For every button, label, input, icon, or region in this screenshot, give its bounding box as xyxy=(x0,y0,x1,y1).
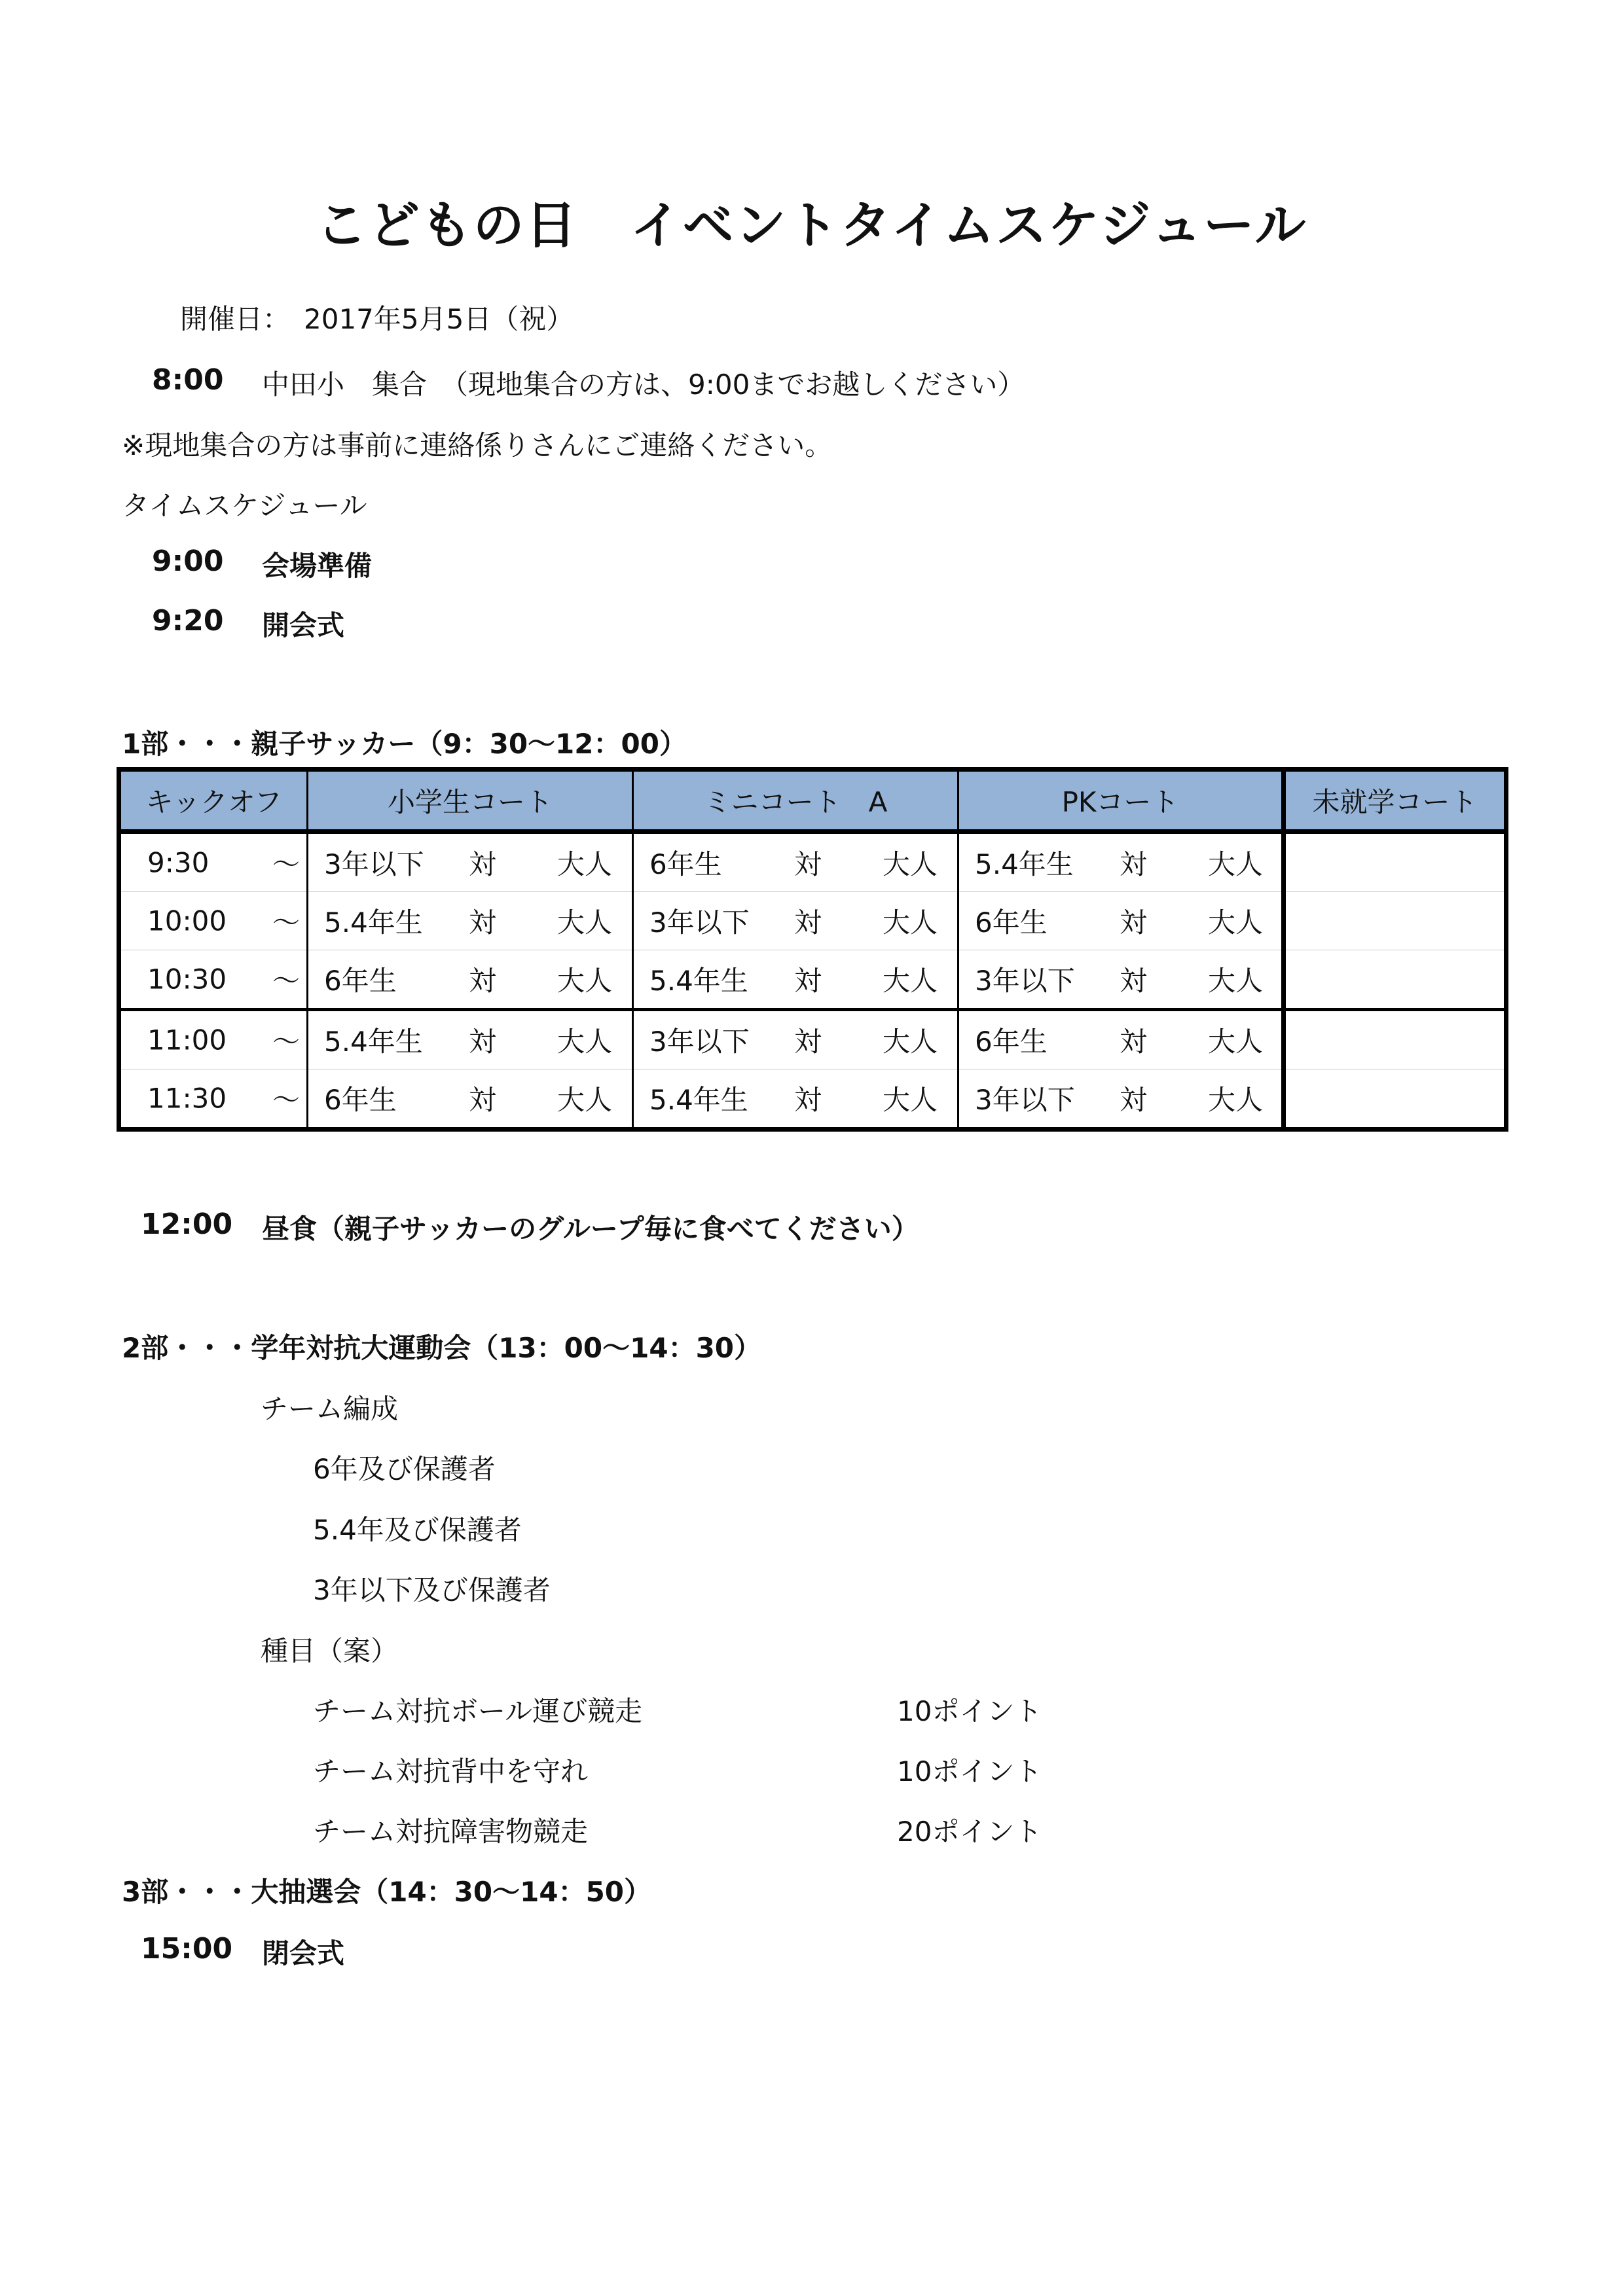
team: 6年生 xyxy=(975,1026,1048,1058)
tilde: ～ xyxy=(272,1026,300,1058)
match-cell xyxy=(958,950,1284,1010)
tilde: ～ xyxy=(272,965,300,997)
tilde: ～ xyxy=(272,848,300,880)
lunch-text: 昼食（親子サッカーのグループ毎に食べてください） xyxy=(262,1213,919,1245)
event-points: 20ポイント xyxy=(897,1816,1042,1848)
part3-heading: 3部・・・大抽選会（14：30～14：50） xyxy=(122,1876,652,1908)
kickoff-time: 9:30 xyxy=(147,846,210,879)
versus: 対 xyxy=(794,848,822,880)
preschool-cell xyxy=(1284,892,1506,950)
match-cell xyxy=(958,1069,1284,1130)
kickoff-cell xyxy=(119,832,308,892)
preschool-cell xyxy=(1284,1010,1506,1069)
match-cell xyxy=(958,1010,1284,1069)
team-item: 5.4年及び保護者 xyxy=(313,1514,522,1546)
match-cell xyxy=(633,832,958,892)
team-item: 6年及び保護者 xyxy=(313,1453,496,1485)
events-label: 種目（案） xyxy=(261,1635,399,1667)
team: 6年生 xyxy=(324,965,397,997)
table-row xyxy=(119,1010,1506,1069)
event-date: 開催日： 2017年5月5日（祝） xyxy=(180,303,574,335)
match-cell xyxy=(633,1010,958,1069)
opponent: 大人 xyxy=(1208,1084,1264,1116)
team: 3年以下 xyxy=(649,1026,750,1058)
opponent: 大人 xyxy=(1208,965,1264,997)
gather-time: 8:00 xyxy=(152,363,224,397)
opponent: 大人 xyxy=(557,965,613,997)
kickoff-cell xyxy=(119,1010,308,1069)
kickoff-time: 11:30 xyxy=(147,1082,227,1115)
tilde: ～ xyxy=(272,906,300,939)
opponent: 大人 xyxy=(1208,906,1264,939)
versus: 対 xyxy=(1120,848,1148,880)
prep-text: 会場準備 xyxy=(262,550,373,582)
versus: 対 xyxy=(1120,1026,1148,1058)
versus: 対 xyxy=(469,848,497,880)
event-points: 10ポイント xyxy=(897,1755,1042,1787)
opponent: 大人 xyxy=(883,965,938,997)
teams-label: チーム編成 xyxy=(261,1393,399,1425)
team: 3年以下 xyxy=(975,965,1075,997)
event-name: チーム対抗背中を守れ xyxy=(313,1755,589,1787)
match-cell xyxy=(958,832,1284,892)
match-cell xyxy=(633,950,958,1010)
team: 5.4年生 xyxy=(975,848,1074,880)
versus: 対 xyxy=(1120,965,1148,997)
preschool-cell xyxy=(1284,1069,1506,1130)
opponent: 大人 xyxy=(883,848,938,880)
team: 6年生 xyxy=(324,1084,397,1116)
opponent: 大人 xyxy=(557,1026,613,1058)
opponent: 大人 xyxy=(1208,1026,1264,1058)
versus: 対 xyxy=(794,906,822,939)
table-row xyxy=(119,950,1506,1010)
match-cell xyxy=(308,1010,633,1069)
tilde: ～ xyxy=(272,1084,300,1116)
team: 3年以下 xyxy=(975,1084,1075,1116)
opening-text: 開会式 xyxy=(262,609,345,641)
closing-text: 閉会式 xyxy=(262,1937,345,1969)
opponent: 大人 xyxy=(883,1084,938,1116)
part1-heading: 1部・・・親子サッカー（9：30～12：00） xyxy=(122,728,687,760)
kickoff-time: 10:30 xyxy=(147,963,227,996)
kickoff-cell xyxy=(119,892,308,950)
preschool-cell xyxy=(1284,832,1506,892)
versus: 対 xyxy=(469,1026,497,1058)
opponent: 大人 xyxy=(557,906,613,939)
team: 5.4年生 xyxy=(324,1026,423,1058)
contact-note: ※現地集合の方は事前に連絡係りさんにご連絡ください。 xyxy=(122,429,833,461)
team: 5.4年生 xyxy=(649,1084,748,1116)
soccer-schedule-table xyxy=(117,767,1508,1132)
opening-time: 9:20 xyxy=(152,604,224,637)
gather-text: 中田小 集合 （現地集合の方は、9:00までお越しください） xyxy=(262,368,1025,401)
lunch-time: 12:00 xyxy=(141,1208,233,1241)
opponent: 大人 xyxy=(883,906,938,939)
part2-heading: 2部・・・学年対抗大運動会（13：00～14：30） xyxy=(122,1332,762,1364)
match-cell xyxy=(633,1069,958,1130)
kickoff-time: 11:00 xyxy=(147,1024,227,1056)
table-row xyxy=(119,832,1506,892)
match-cell xyxy=(308,832,633,892)
page-title: こどもの日 イベントタイムスケジュール xyxy=(316,196,1307,255)
prep-time: 9:00 xyxy=(152,545,224,578)
table-header-row xyxy=(119,770,1506,832)
event-name: チーム対抗障害物競走 xyxy=(313,1816,589,1848)
versus: 対 xyxy=(469,906,497,939)
opponent: 大人 xyxy=(557,848,613,880)
match-cell xyxy=(958,892,1284,950)
header-mini-court-a: ミニコート A xyxy=(633,770,958,832)
header-pk-court: PKコート xyxy=(958,770,1284,832)
header-elementary-court: 小学生コート xyxy=(308,770,633,832)
match-cell xyxy=(633,892,958,950)
table-row xyxy=(119,892,1506,950)
versus: 対 xyxy=(469,1084,497,1116)
team: 6年生 xyxy=(649,848,722,880)
event-points: 10ポイント xyxy=(897,1695,1042,1727)
kickoff-cell xyxy=(119,950,308,1010)
versus: 対 xyxy=(794,1084,822,1116)
match-cell xyxy=(308,892,633,950)
team-item: 3年以下及び保護者 xyxy=(313,1574,551,1606)
header-kickoff: キックオフ xyxy=(119,770,308,832)
versus: 対 xyxy=(794,1026,822,1058)
header-preschool-court: 未就学コート xyxy=(1284,770,1506,832)
schedule-heading: タイムスケジュール xyxy=(122,490,367,522)
event-name: チーム対抗ボール運び競走 xyxy=(313,1695,643,1727)
opponent: 大人 xyxy=(883,1026,938,1058)
team: 5.4年生 xyxy=(649,965,748,997)
opponent: 大人 xyxy=(1208,848,1264,880)
versus: 対 xyxy=(1120,1084,1148,1116)
team: 3年以下 xyxy=(324,848,424,880)
kickoff-cell xyxy=(119,1069,308,1130)
versus: 対 xyxy=(1120,906,1148,939)
opponent: 大人 xyxy=(557,1084,613,1116)
preschool-cell xyxy=(1284,950,1506,1010)
match-cell xyxy=(308,950,633,1010)
team: 6年生 xyxy=(975,906,1048,939)
table-row xyxy=(119,1069,1506,1130)
team: 5.4年生 xyxy=(324,906,423,939)
kickoff-time: 10:00 xyxy=(147,905,227,937)
closing-time: 15:00 xyxy=(141,1932,233,1965)
versus: 対 xyxy=(469,965,497,997)
team: 3年以下 xyxy=(649,906,750,939)
versus: 対 xyxy=(794,965,822,997)
match-cell xyxy=(308,1069,633,1130)
